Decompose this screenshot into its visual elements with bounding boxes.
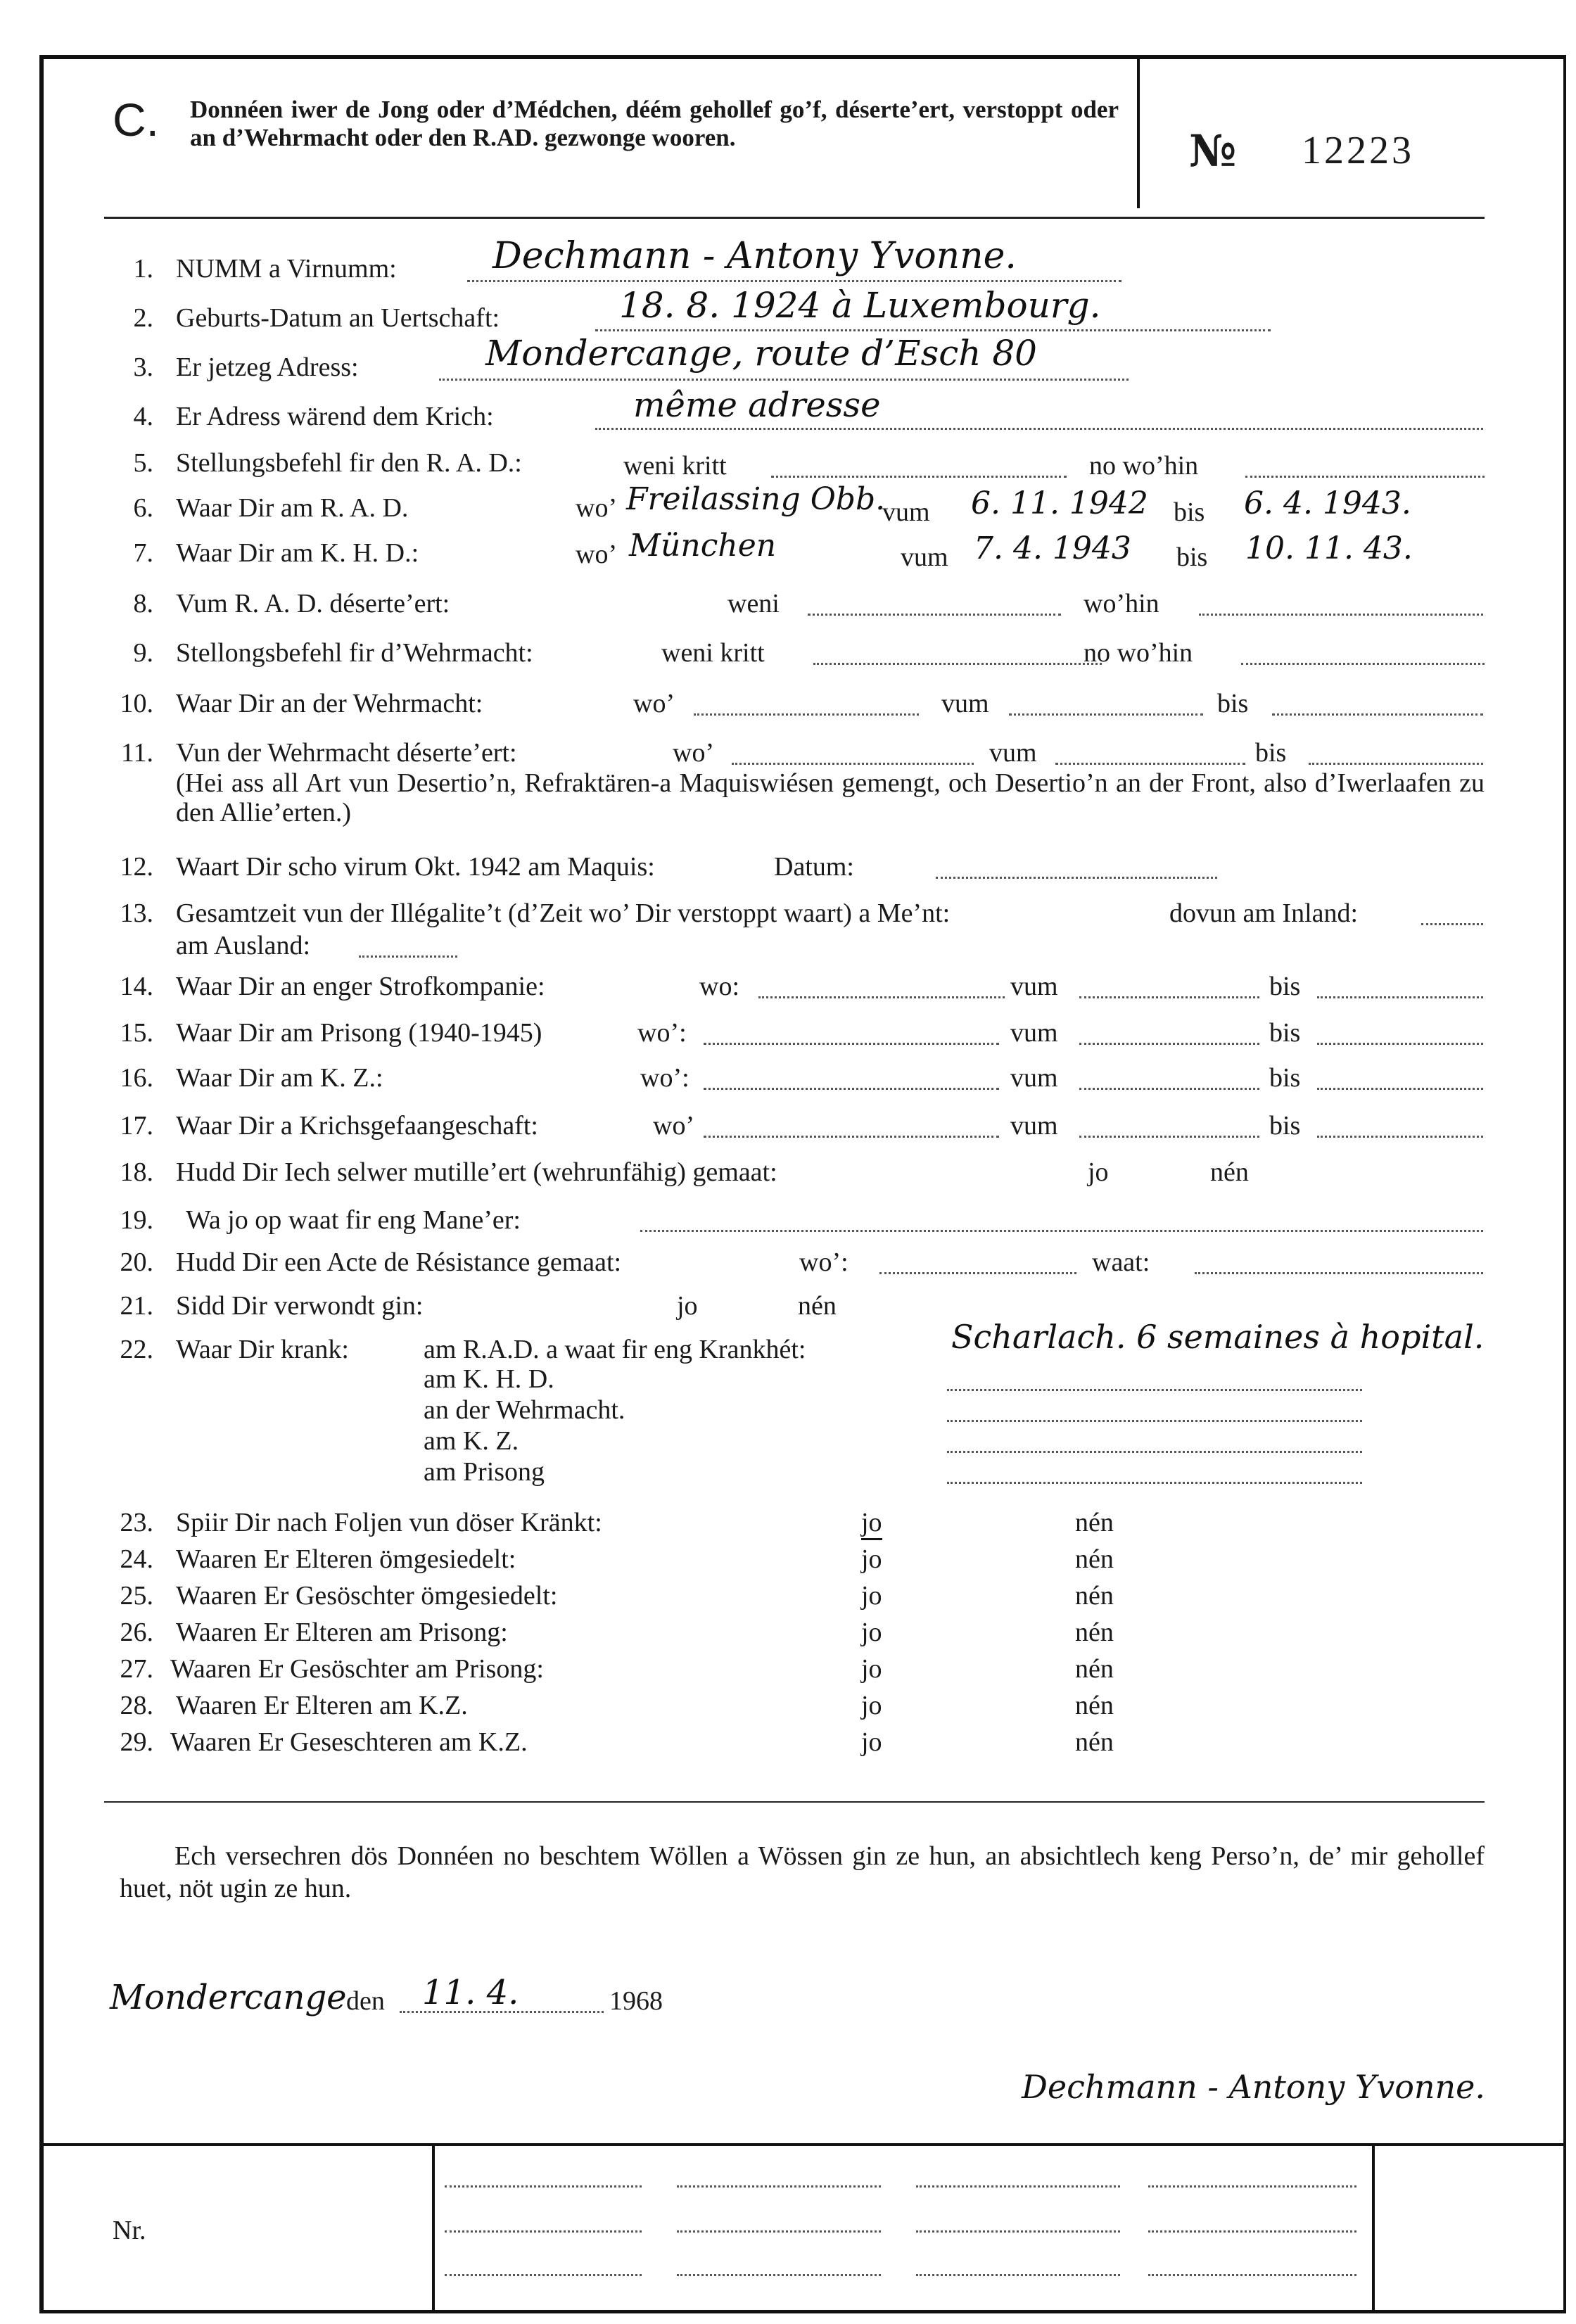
handwritten-birth: 18. 8. 1924 à Luxembourg. bbox=[619, 285, 1101, 326]
field-label: waat: bbox=[1092, 1247, 1150, 1277]
option-jo-selected: jo bbox=[861, 1507, 882, 1540]
field-label: vum bbox=[1010, 972, 1058, 1001]
item-number: 24. bbox=[120, 1544, 153, 1574]
field-label: bis bbox=[1174, 497, 1205, 527]
answer-line bbox=[1272, 713, 1483, 716]
option-nen: nén bbox=[1075, 1618, 1114, 1647]
item-number: 21. bbox=[120, 1291, 153, 1321]
item-label: Stellongsbefehl fir d’Wehrmacht: bbox=[176, 638, 533, 668]
field-label: bis bbox=[1176, 542, 1208, 572]
footer-line bbox=[445, 2230, 642, 2233]
field-label: bis bbox=[1269, 1111, 1301, 1141]
field-label: wo’: bbox=[637, 1018, 687, 1048]
answer-line bbox=[1309, 763, 1483, 765]
item-label: Waar Dir am R. A. D. bbox=[176, 493, 409, 523]
item-number: 1. bbox=[133, 254, 153, 284]
answer-line bbox=[1079, 1043, 1259, 1045]
footer-rule bbox=[44, 2143, 1563, 2146]
option-jo: jo bbox=[861, 1691, 882, 1720]
item-number: 29. bbox=[120, 1727, 153, 1757]
footer-line bbox=[916, 2274, 1120, 2276]
field-label: Datum: bbox=[774, 852, 854, 882]
answer-line bbox=[1241, 663, 1485, 665]
answer-line bbox=[694, 713, 919, 716]
handwritten-address: Mondercange, route d’Esch 80 bbox=[485, 333, 1037, 374]
answer-line bbox=[1317, 1043, 1483, 1045]
item-number: 9. bbox=[133, 638, 153, 668]
footer-line bbox=[677, 2185, 881, 2188]
option-jo: jo bbox=[861, 1727, 882, 1757]
item-number: 17. bbox=[120, 1111, 153, 1141]
item-number: 16. bbox=[120, 1063, 153, 1093]
footer-line bbox=[916, 2185, 1120, 2188]
form-number: 12223 bbox=[1302, 129, 1414, 172]
number-sign: № bbox=[1189, 125, 1237, 177]
answer-line bbox=[808, 614, 1061, 616]
field-label: vum bbox=[989, 738, 1037, 768]
signature: Dechmann - Antony Yvonne. bbox=[1022, 2068, 1485, 2106]
answer-line bbox=[595, 329, 1271, 331]
answer-line bbox=[813, 663, 1102, 665]
answer-line bbox=[1079, 1136, 1259, 1138]
field-label: wo’: bbox=[640, 1063, 690, 1093]
item-number: 28. bbox=[120, 1691, 153, 1720]
item-label: Waar Dir am Prisong (1940-1945) bbox=[176, 1018, 542, 1048]
item-number: 25. bbox=[120, 1581, 153, 1611]
sub-label: am K. H. D. bbox=[424, 1364, 554, 1394]
item-label: NUMM a Virnumm: bbox=[176, 254, 397, 284]
field-label: bis bbox=[1217, 689, 1249, 718]
footer-line bbox=[916, 2230, 1120, 2233]
option-jo: jo bbox=[861, 1618, 882, 1647]
item-label: Waart Dir scho virum Okt. 1942 am Maquis: bbox=[176, 852, 655, 882]
item-note: (Hei ass all Art vun Desertio’n, Refraktären-a Maquiswiésen gemengt, och Desertio’n an der Front, also d’Iwerlaafen zu den Allie’erten.) bbox=[176, 768, 1485, 827]
handwritten-war-address: même adresse bbox=[633, 386, 881, 425]
item-label: Waaren Er Elteren am Prisong: bbox=[176, 1618, 508, 1647]
declaration-text: Ech versechren dös Donnéen no beschtem Wöllen a Wössen gin ze hun, an absichtlech keng Perso’n, de’ mir gehollef huet, nöt ugin ze hun. bbox=[120, 1841, 1485, 1903]
item-number: 13. bbox=[120, 899, 153, 928]
answer-line bbox=[758, 996, 1005, 998]
answer-line bbox=[1317, 996, 1483, 998]
option-nen: nén bbox=[1075, 1544, 1114, 1574]
answer-line bbox=[439, 379, 1129, 381]
answer-line bbox=[936, 877, 1217, 879]
field-label: wo’hin bbox=[1084, 589, 1159, 618]
handwritten-rad-to: 6. 4. 1943. bbox=[1244, 485, 1411, 521]
item-label: Waar Dir an der Wehrmacht: bbox=[176, 689, 483, 718]
item-label: Er Adress wärend dem Krich: bbox=[176, 402, 494, 431]
field-label: vum bbox=[901, 542, 948, 572]
sub-label: am Prisong bbox=[424, 1457, 545, 1487]
field-label: weni kritt bbox=[623, 451, 727, 481]
item-label: Waaren Er Elteren am K.Z. bbox=[176, 1691, 468, 1720]
footer-line bbox=[677, 2274, 881, 2276]
item-number: 8. bbox=[133, 589, 153, 618]
field-label: wo’ bbox=[673, 738, 715, 768]
field-label: vum bbox=[1010, 1018, 1058, 1048]
year-label: 1968 bbox=[609, 1986, 663, 2016]
answer-line bbox=[640, 1230, 1483, 1232]
answer-line bbox=[1245, 476, 1485, 478]
footer-divider bbox=[1372, 2145, 1375, 2312]
item-number: 5. bbox=[133, 448, 153, 478]
handwritten-rad-place: Freilassing Obb. bbox=[626, 481, 886, 517]
item-number: 6. bbox=[133, 493, 153, 523]
option-nen: nén bbox=[1075, 1654, 1114, 1684]
answer-line bbox=[1055, 763, 1245, 765]
option-nen: nén bbox=[1075, 1727, 1114, 1757]
answer-line bbox=[467, 280, 1121, 282]
answer-line bbox=[359, 955, 457, 958]
item-number: 20. bbox=[120, 1247, 153, 1277]
item-number: 23. bbox=[120, 1508, 153, 1537]
item-number: 27. bbox=[120, 1654, 153, 1684]
item-label: Geburts-Datum an Uertschaft: bbox=[176, 303, 500, 333]
field-label: bis bbox=[1269, 1018, 1301, 1048]
footer-line bbox=[1148, 2230, 1356, 2233]
section-letter: C. bbox=[113, 94, 159, 146]
option-nen: nén bbox=[1210, 1157, 1249, 1187]
field-label: wo’ bbox=[653, 1111, 695, 1141]
section-rule bbox=[104, 1801, 1485, 1803]
handwritten-rad-from: 6. 11. 1942 bbox=[971, 485, 1148, 521]
item-label: Waaren Er Elteren ömgesiedelt: bbox=[176, 1544, 516, 1574]
header-rule bbox=[104, 217, 1485, 219]
answer-line bbox=[947, 1451, 1362, 1453]
field-label: wo’ bbox=[576, 493, 618, 523]
answer-line bbox=[1009, 713, 1203, 716]
field-label: am R.A.D. a waat fir eng Krankhét: bbox=[424, 1335, 806, 1364]
sub-label: an der Wehrmacht. bbox=[424, 1395, 625, 1425]
option-nen: nén bbox=[798, 1291, 837, 1321]
answer-line bbox=[1079, 996, 1259, 998]
item-number: 19. bbox=[120, 1205, 153, 1235]
option-nen: nén bbox=[1075, 1691, 1114, 1720]
item-label: Gesamtzeit vun der Illégalite’t (d’Zeit wo’ Dir verstoppt waart) a Me’nt: bbox=[176, 899, 951, 928]
item-label: Stellungsbefehl fir den R. A. D.: bbox=[176, 448, 522, 478]
option-jo: jo bbox=[861, 1544, 882, 1574]
item-label: Hudd Dir een Acte de Résistance gemaat: bbox=[176, 1247, 622, 1277]
handwritten-khd-to: 10. 11. 43. bbox=[1245, 531, 1413, 566]
item-label: Wa jo op waat fir eng Mane’er: bbox=[186, 1205, 521, 1235]
item-number: 11. bbox=[120, 738, 153, 768]
sub-label: am K. Z. bbox=[424, 1426, 519, 1456]
option-jo: jo bbox=[861, 1654, 882, 1684]
answer-line bbox=[1195, 1272, 1483, 1274]
form-title: Donnéen iwer de Jong oder d’Médchen, déém gehollef go’f, déserte’ert, verstoppt oder an d’Wehrmacht oder den R.AD. gezwonge wooren. bbox=[190, 96, 1119, 151]
answer-line bbox=[704, 1043, 999, 1045]
item-label: Waaren Er Gesöschter ömgesiedelt: bbox=[176, 1581, 558, 1611]
field-label: dovun am Inland: bbox=[1169, 899, 1359, 928]
answer-line bbox=[1079, 1088, 1259, 1090]
item-number: 22. bbox=[120, 1335, 153, 1364]
den-label: den bbox=[346, 1986, 385, 2016]
answer-line bbox=[947, 1482, 1362, 1484]
handwritten-name: Dechmann - Antony Yvonne. bbox=[493, 235, 1017, 277]
header-divider bbox=[1137, 59, 1140, 208]
field-label: weni bbox=[727, 589, 780, 618]
item-label: Waar Dir a Krichsgefaangeschaft: bbox=[176, 1111, 538, 1141]
answer-line bbox=[1317, 1088, 1483, 1090]
footer-divider bbox=[432, 2145, 435, 2312]
item-label: Spiir Dir nach Foljen vun döser Kränkt: bbox=[176, 1508, 602, 1537]
item-label: Vun der Wehrmacht déserte’ert: bbox=[176, 738, 517, 768]
footer-line bbox=[445, 2274, 642, 2276]
option-jo: jo bbox=[861, 1581, 882, 1611]
field-label: am Ausland: bbox=[176, 931, 311, 960]
footer-line bbox=[1148, 2185, 1356, 2188]
item-label: Vum R. A. D. déserte’ert: bbox=[176, 589, 450, 618]
answer-line bbox=[1421, 923, 1483, 925]
item-label: Waar Dir am K. Z.: bbox=[176, 1063, 383, 1093]
field-label: vum bbox=[941, 689, 989, 718]
answer-line bbox=[771, 476, 1067, 478]
field-label: wo’ bbox=[576, 540, 618, 569]
item-label: Waar Dir am K. H. D.: bbox=[176, 538, 419, 568]
answer-line bbox=[947, 1389, 1362, 1391]
item-number: 18. bbox=[120, 1157, 153, 1187]
footer-line bbox=[677, 2230, 881, 2233]
field-label: bis bbox=[1269, 972, 1301, 1001]
option-nen: nén bbox=[1075, 1508, 1114, 1537]
item-label: Waaren Er Geseschteren am K.Z. bbox=[170, 1727, 528, 1757]
item-label: Hudd Dir Iech selwer mutille’ert (wehrunfähig) gemaat: bbox=[176, 1157, 777, 1187]
field-label: bis bbox=[1269, 1063, 1301, 1093]
handwritten-khd-from: 7. 4. 1943 bbox=[974, 531, 1131, 566]
answer-line bbox=[1199, 614, 1483, 616]
item-number: 10. bbox=[120, 689, 153, 718]
item-number: 14. bbox=[120, 972, 153, 1001]
item-label: Waar Dir an enger Strofkompanie: bbox=[176, 972, 545, 1001]
field-label: no wo’hin bbox=[1084, 638, 1193, 668]
answer-line bbox=[879, 1272, 1076, 1274]
footer-line bbox=[1148, 2274, 1356, 2276]
handwritten-khd-place: München bbox=[629, 528, 777, 564]
item-label: Waaren Er Gesöschter am Prisong: bbox=[170, 1654, 544, 1684]
handwritten-illness: Scharlach. 6 semaines à hopital. bbox=[951, 1318, 1485, 1356]
item-label: Er jetzeg Adress: bbox=[176, 353, 359, 382]
field-label: vum bbox=[1010, 1111, 1058, 1141]
field-label: vum bbox=[1010, 1063, 1058, 1093]
item-number: 7. bbox=[133, 538, 153, 568]
option-nen: nén bbox=[1075, 1581, 1114, 1611]
footer-line bbox=[445, 2185, 642, 2188]
item-number: 26. bbox=[120, 1618, 153, 1647]
field-label: wo’: bbox=[799, 1247, 849, 1277]
field-label: vum bbox=[882, 497, 930, 527]
footer-nr-label: Nr. bbox=[113, 2216, 146, 2245]
item-label: Sidd Dir verwondt gin: bbox=[176, 1291, 424, 1321]
answer-line bbox=[595, 428, 1483, 430]
answer-line bbox=[947, 1420, 1362, 1422]
field-label: wo: bbox=[699, 972, 739, 1001]
answer-line bbox=[732, 763, 974, 765]
option-jo: jo bbox=[677, 1291, 698, 1321]
item-number: 12. bbox=[120, 852, 153, 882]
handwritten-place: Mondercange bbox=[110, 1978, 347, 2017]
item-number: 15. bbox=[120, 1018, 153, 1048]
field-label: bis bbox=[1255, 738, 1287, 768]
answer-line bbox=[704, 1136, 999, 1138]
option-jo: jo bbox=[1088, 1157, 1109, 1187]
answer-line bbox=[1317, 1136, 1483, 1138]
item-number: 2. bbox=[133, 303, 153, 333]
field-label: no wo’hin bbox=[1089, 451, 1199, 481]
field-label: wo’ bbox=[633, 689, 675, 718]
item-number: 3. bbox=[133, 353, 153, 382]
item-number: 4. bbox=[133, 402, 153, 431]
handwritten-date: 11. 4. bbox=[422, 1973, 519, 2012]
answer-line bbox=[704, 1088, 999, 1090]
field-label: weni kritt bbox=[661, 638, 765, 668]
item-label: Waar Dir krank: bbox=[176, 1335, 349, 1364]
